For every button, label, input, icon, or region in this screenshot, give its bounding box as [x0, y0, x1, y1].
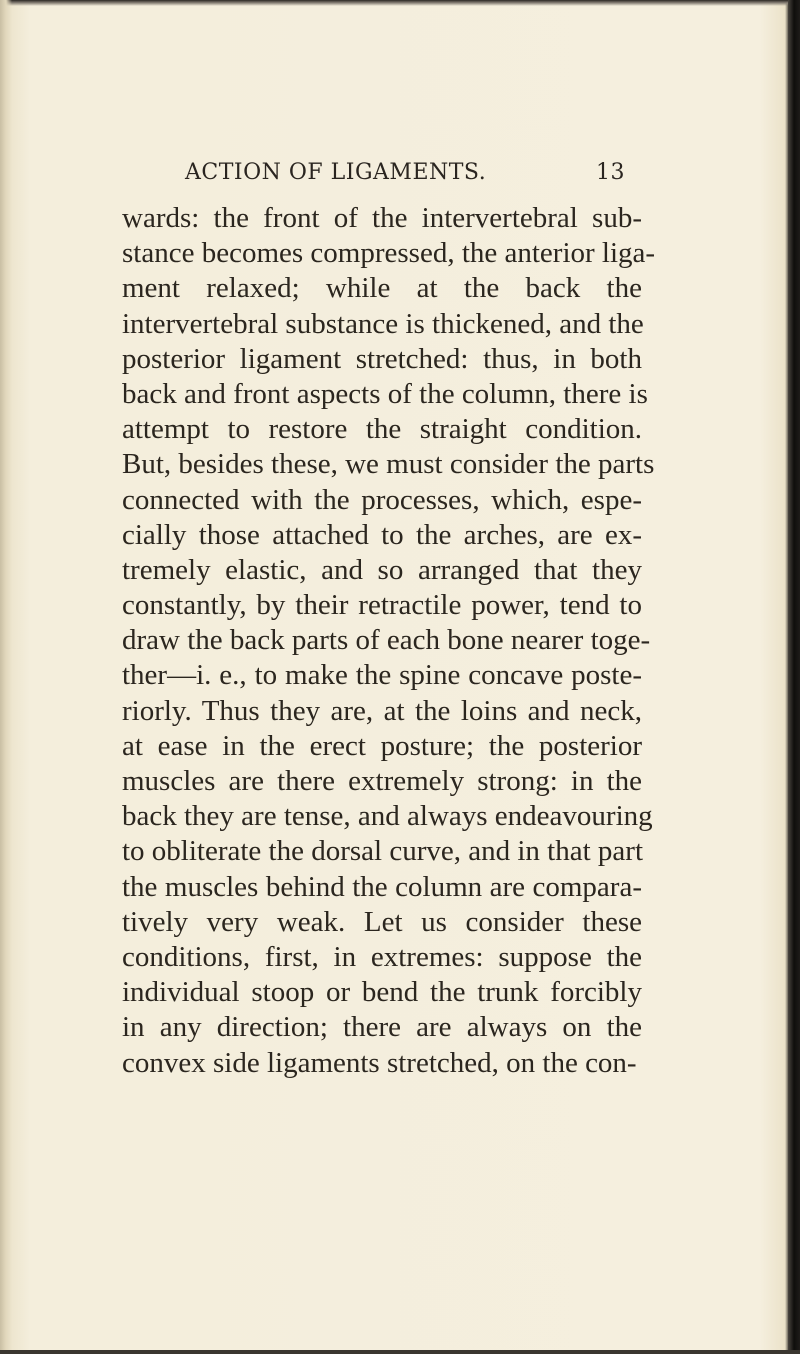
text-line: ment relaxed; while at the back the	[122, 272, 642, 305]
text-line: riorly. Thus they are, at the loins and neck,	[122, 694, 642, 727]
text-line: But, besides these, we must consider the parts	[122, 448, 655, 481]
text-line: individual stoop or bend the trunk forcibly	[122, 976, 642, 1009]
text-line: at ease in the erect posture; the posterior	[122, 729, 642, 762]
text-line: the muscles behind the column are compara-	[122, 870, 642, 903]
page-bottom-edge	[0, 1350, 800, 1354]
text-line: stance becomes compressed, the anterior liga-	[122, 237, 656, 270]
text-line: draw the back parts of each bone nearer toge-	[122, 624, 651, 657]
text-line: posterior ligament stretched: thus, in both	[122, 342, 642, 375]
text-line: tremely elastic, and so arranged that they	[122, 553, 642, 586]
text-line: conditions, first, in extremes: suppose the	[122, 940, 642, 973]
text-line: wards: the front of the intervertebral sub-	[122, 202, 642, 234]
text-line: connected with the processes, which, espe-	[122, 483, 642, 516]
text-line: back they are tense, and always endeavouring	[122, 800, 653, 833]
text-line: ther—i. e., to make the spine concave poste-	[122, 659, 642, 692]
text-line: tively very weak. Let us consider these	[122, 905, 642, 938]
text-line: cially those attached to the arches, are ex-	[122, 518, 642, 551]
body-text	[122, 201, 656, 1081]
text-line: in any direction; there are always on the	[122, 1011, 642, 1044]
text-line: intervertebral substance is thickened, and the	[122, 307, 644, 340]
text-line: muscles are there extremely strong: in the	[122, 765, 642, 797]
page-right-edge	[788, 0, 800, 1354]
page-top-edge-shadow	[0, 0, 800, 6]
running-head	[185, 160, 625, 192]
page-number: 13	[596, 160, 625, 185]
page-left-gutter	[0, 0, 12, 1354]
text-line: convex side ligaments stretched, on the con-	[122, 1046, 637, 1079]
text-line: constantly, by their retractile power, tend to	[122, 589, 642, 622]
text-line: attempt to restore the straight condition.	[122, 413, 642, 446]
text-line: back and front aspects of the column, there is	[122, 377, 648, 410]
text-line: to obliterate the dorsal curve, and in that part	[122, 835, 644, 868]
running-title: ACTION OF LIGAMENTS.	[185, 160, 487, 185]
